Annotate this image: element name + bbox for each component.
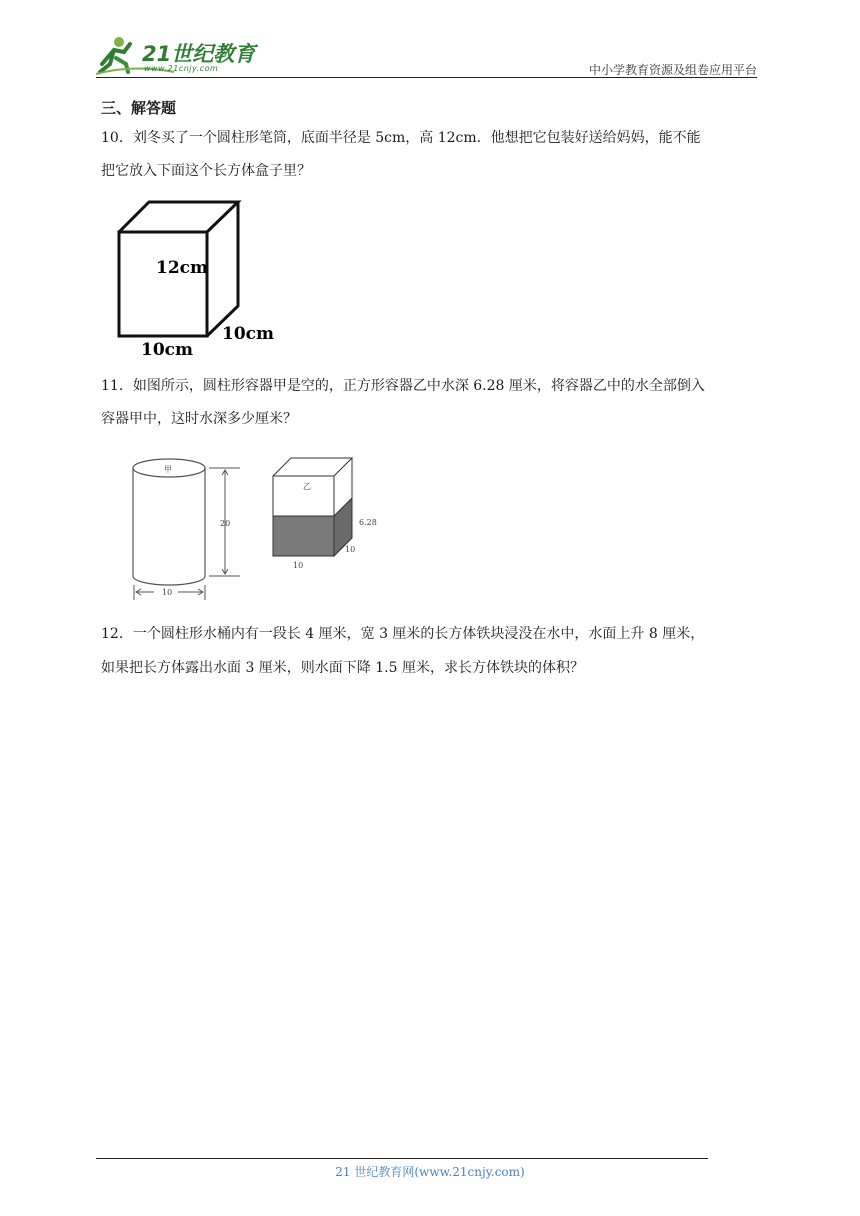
water-depth-label: 6.28 (359, 518, 377, 527)
header-slogan: 中小学教育资源及组卷应用平台 (588, 63, 757, 77)
cylinder-diameter-label: 10 (162, 588, 173, 597)
question-12-line-2: 如果把长方体露出水面 3 厘米，则水面下降 1.5 厘米，求长方体铁块的体积？ (101, 660, 584, 676)
containers-figure (128, 455, 388, 603)
header-divider (96, 77, 757, 78)
box-top-face (119, 202, 238, 232)
cube-container (273, 458, 352, 556)
cube-width-label: 10 (293, 561, 304, 570)
question-12-line-1: 12．一个圆柱形水桶内有一段长 4 厘米，宽 3 厘米的长方体铁块浸没在水中，水面上升 8 厘米， (101, 626, 705, 642)
footer-link[interactable]: 21 世纪教育网(www.21cnjy.com) (335, 1165, 525, 1179)
cube-depth-label: 10 (345, 545, 356, 554)
question-10-line-1: 10．刘冬买了一个圆柱形笔筒，底面半径是 5cm，高 12cm．他想把它包装好送给妈妈，能不能 (101, 130, 701, 146)
question-11-line-1: 11．如图所示，圆柱形容器甲是空的，正方形容器乙中水深 6.28 厘米，将容器乙中的水全部倒入 (101, 378, 705, 394)
logo-text: 21世纪教育 (142, 42, 256, 66)
site-logo (94, 34, 259, 76)
section-title: 三、解答题 (101, 99, 177, 117)
box-width-label: 10cm (141, 340, 193, 360)
box-side-face (207, 202, 238, 336)
cube-water-front (273, 516, 334, 556)
cube-label: 乙 (303, 482, 311, 491)
cylinder-container (133, 459, 205, 585)
box-figure (108, 195, 288, 365)
footer-divider (96, 1158, 708, 1159)
question-10-line-2: 把它放入下面这个长方体盒子里？ (101, 163, 311, 179)
question-11-line-2: 容器甲中，这时水深多少厘米？ (101, 411, 297, 427)
box-height-label: 12cm (156, 258, 208, 278)
box-front-face (119, 232, 207, 336)
cylinder-height-label: 20 (220, 519, 231, 528)
box-depth-label: 10cm (222, 324, 274, 344)
cylinder-label: 甲 (164, 465, 172, 474)
logo-url: www.21cnjy.com (144, 64, 219, 73)
